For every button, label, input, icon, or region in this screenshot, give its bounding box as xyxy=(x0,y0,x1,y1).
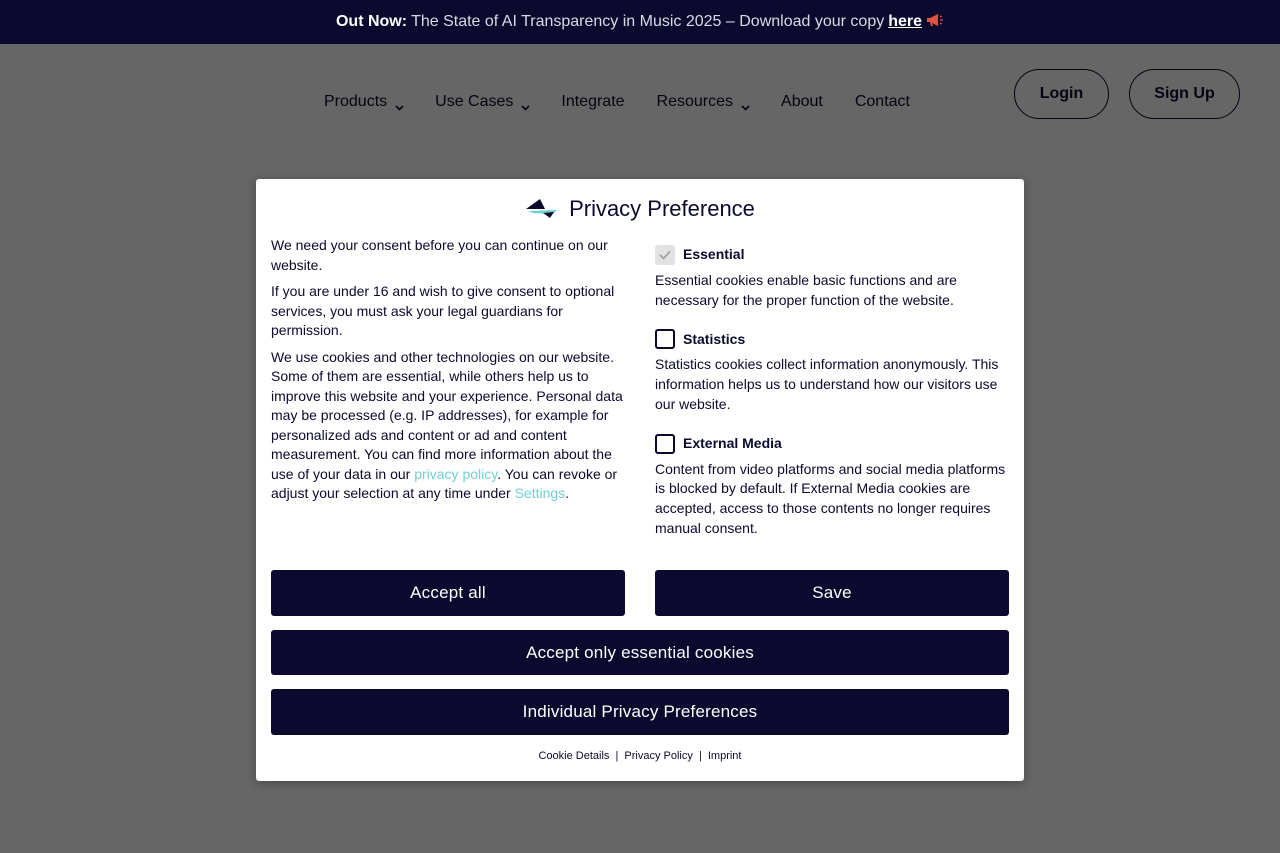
megaphone-icon xyxy=(926,13,944,32)
dialog-title-text: Privacy Preference xyxy=(569,196,755,221)
accept-essential-button[interactable]: Accept only essential cookies xyxy=(271,630,1009,675)
cookie-groups xyxy=(655,245,1009,557)
cookie-group-statistics xyxy=(655,329,1009,414)
individual-preferences-button[interactable]: Individual Privacy Preferences xyxy=(271,689,1009,735)
intro-text: . You can revoke or adjust your selection at any time under xyxy=(271,465,618,501)
dialog-footer-links xyxy=(256,750,1024,762)
group-description: Content from video platforms and social media platforms is blocked by default. If External Media cookies are accepted, access to those contents no longer requires manual consent. xyxy=(655,460,1006,536)
banner-text: The State of AI Transparency in Music 2025 – Download your copy xyxy=(411,13,885,30)
group-label: External Media xyxy=(683,434,782,451)
separator: | xyxy=(615,750,619,762)
checkmark-icon xyxy=(659,250,671,260)
announcement-banner xyxy=(0,0,1280,44)
statistics-checkbox[interactable] xyxy=(655,329,675,349)
privacy-preference-dialog xyxy=(256,179,1024,781)
separator: | xyxy=(698,750,702,762)
group-label: Statistics xyxy=(683,330,746,347)
cookie-details-link[interactable]: Cookie Details xyxy=(538,750,610,762)
intro-text: We use cookies and other technologies on our website. Some of them are essential, while others help us to improve this website and your experience. Personal data may be processed (e.g. IP addresses), for example for personalized ads and content or ad and content measurement. You can find more information about the use of your data in our xyxy=(271,348,623,482)
external-media-checkbox[interactable] xyxy=(655,434,675,454)
consent-description xyxy=(271,236,626,511)
brand-logo-icon xyxy=(525,197,559,221)
settings-link[interactable]: Settings xyxy=(514,485,566,501)
intro-paragraph-2: If you are under 16 and wish to give consent to optional services, you must ask your legal guardians for permission. xyxy=(271,283,615,338)
intro-text: . xyxy=(565,485,570,501)
dialog-title xyxy=(256,196,1024,222)
cookie-group-external-media xyxy=(655,434,1009,539)
imprint-link[interactable]: Imprint xyxy=(707,750,742,762)
privacy-policy-footer-link[interactable]: Privacy Policy xyxy=(624,750,693,762)
cookie-group-essential xyxy=(655,245,1009,310)
intro-paragraph-1: We need your consent before you can continue on our website. xyxy=(271,237,608,273)
intro-paragraph-3 xyxy=(271,348,626,504)
essential-checkbox xyxy=(655,245,675,265)
banner-link[interactable]: here xyxy=(888,13,923,30)
save-button[interactable]: Save xyxy=(655,570,1009,616)
privacy-policy-link[interactable]: privacy policy xyxy=(414,465,498,482)
group-label: Essential xyxy=(683,246,745,263)
accept-all-button[interactable]: Accept all xyxy=(271,570,625,616)
group-description: Statistics cookies collect information anonymously. This information helps us to understand how our visitors use our website. xyxy=(655,356,999,412)
banner-prefix: Out Now: xyxy=(335,13,408,30)
group-description: Essential cookies enable basic functions and are necessary for the proper function of the website. xyxy=(655,272,957,308)
